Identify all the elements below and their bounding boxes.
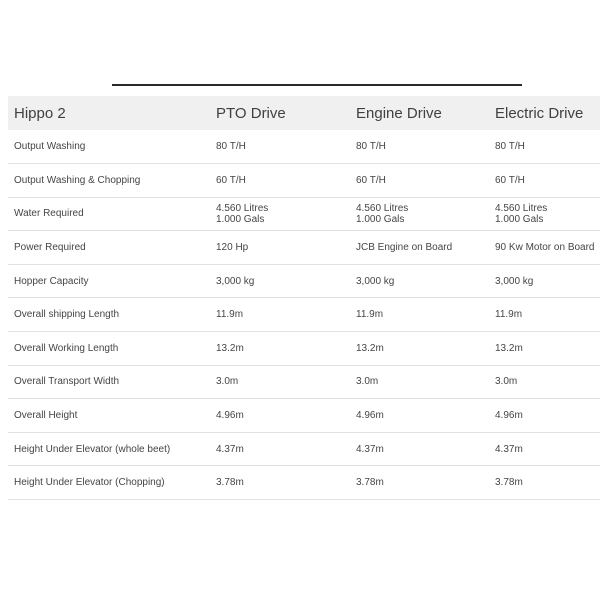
cell-pto-drive: [210, 399, 350, 433]
cell-value: 4.37m: [216, 443, 244, 455]
cell-electric-drive: [489, 432, 600, 466]
row-label: Overall Height: [14, 410, 78, 422]
cell-electric-drive: [489, 466, 600, 500]
spec-table: [8, 96, 600, 500]
cell-value: 4.560 Litres: [216, 202, 269, 214]
cell-value: 60 T/H: [356, 174, 386, 186]
cell-value: 3.0m: [216, 376, 239, 388]
cell-value: 4.96m: [216, 410, 244, 422]
cell-value: 13.2m: [356, 342, 384, 354]
cell-pto-drive: [210, 197, 350, 231]
cell-value: 11.9m: [495, 309, 523, 321]
cell-value: 3.78m: [216, 477, 244, 489]
cell-value: 60 T/H: [495, 174, 525, 186]
table-row: [8, 466, 600, 500]
row-label: Height Under Elevator (whole beet): [14, 443, 171, 455]
cell-value: 3,000 kg: [495, 275, 534, 287]
cell-electric-drive: [489, 365, 600, 399]
cell-pto-drive: [210, 466, 350, 500]
table-row: [8, 164, 600, 198]
cell-value: 1.000 Gals: [495, 213, 544, 225]
cell-engine-drive: [350, 466, 489, 500]
cell-electric-drive: [489, 399, 600, 433]
row-label: Water Required: [14, 208, 84, 220]
cell-value: 3.78m: [495, 477, 523, 489]
cell-pto-drive: [210, 130, 350, 164]
table-row: [8, 365, 600, 399]
cell-value: 11.9m: [356, 309, 384, 321]
cell-engine-drive: [350, 298, 489, 332]
cell-electric-drive: [489, 264, 600, 298]
table-row: [8, 130, 600, 164]
cell-pto-drive: [210, 365, 350, 399]
cell-engine-drive: [350, 365, 489, 399]
cell-electric-drive: [489, 164, 600, 198]
cell-value: 80 T/H: [356, 141, 386, 153]
cell-value: 1.000 Gals: [216, 213, 265, 225]
cell-value: 11.9m: [216, 309, 244, 321]
spec-table-body: [8, 130, 600, 500]
cell-engine-drive: [350, 264, 489, 298]
cell-pto-drive: [210, 164, 350, 198]
cell-electric-drive: [489, 197, 600, 231]
cell-value: 4.96m: [495, 410, 523, 422]
cell-value: 1.000 Gals: [356, 213, 405, 225]
header-model: Hippo 2: [14, 104, 66, 122]
cell-pto-drive: [210, 231, 350, 265]
header-pto-drive: PTO Drive: [216, 104, 286, 122]
cell-value: 80 T/H: [495, 141, 525, 153]
row-label: Overall Working Length: [14, 342, 119, 354]
table-row: [8, 264, 600, 298]
top-divider: [112, 84, 522, 86]
table-row: [8, 197, 600, 231]
cell-engine-drive: [350, 130, 489, 164]
table-row: [8, 332, 600, 366]
cell-engine-drive: [350, 399, 489, 433]
cell-engine-drive: [350, 164, 489, 198]
spec-table-header: [8, 96, 600, 130]
cell-value: JCB Engine on Board: [356, 242, 453, 254]
cell-value: 4.560 Litres: [495, 202, 548, 214]
cell-value: 90 Kw Motor on Board: [495, 242, 595, 254]
cell-engine-drive: [350, 432, 489, 466]
cell-value: 3.0m: [495, 376, 518, 388]
header-engine-drive: Engine Drive: [356, 104, 442, 122]
cell-value: 4.560 Litres: [356, 202, 409, 214]
cell-pto-drive: [210, 332, 350, 366]
cell-value: 4.37m: [356, 443, 384, 455]
cell-electric-drive: [489, 298, 600, 332]
cell-value: 3.0m: [356, 376, 379, 388]
table-row: [8, 399, 600, 433]
cell-electric-drive: [489, 231, 600, 265]
cell-value: 4.37m: [495, 443, 523, 455]
row-label: Height Under Elevator (Chopping): [14, 477, 165, 489]
cell-electric-drive: [489, 130, 600, 164]
cell-pto-drive: [210, 298, 350, 332]
cell-pto-drive: [210, 264, 350, 298]
cell-value: 3.78m: [356, 477, 384, 489]
cell-pto-drive: [210, 432, 350, 466]
cell-value: 3,000 kg: [356, 275, 395, 287]
table-row: [8, 231, 600, 265]
cell-engine-drive: [350, 231, 489, 265]
cell-engine-drive: [350, 197, 489, 231]
cell-value: 13.2m: [216, 342, 244, 354]
row-label: Hopper Capacity: [14, 275, 89, 287]
cell-value: 80 T/H: [216, 141, 246, 153]
cell-value: 120 Hp: [216, 242, 249, 254]
cell-value: 4.96m: [356, 410, 384, 422]
header-electric-drive: Electric Drive: [495, 104, 584, 122]
cell-engine-drive: [350, 332, 489, 366]
table-row: [8, 432, 600, 466]
row-label: Output Washing & Chopping: [14, 174, 141, 186]
row-label: Overall Transport Width: [14, 376, 120, 388]
row-label: Overall shipping Length: [14, 309, 120, 321]
cell-value: 3,000 kg: [216, 275, 255, 287]
table-row: [8, 298, 600, 332]
header-row: [8, 96, 600, 130]
cell-value: 13.2m: [495, 342, 523, 354]
row-label: Power Required: [14, 242, 86, 254]
cell-value: 60 T/H: [216, 174, 246, 186]
row-label: Output Washing: [14, 141, 86, 153]
cell-electric-drive: [489, 332, 600, 366]
